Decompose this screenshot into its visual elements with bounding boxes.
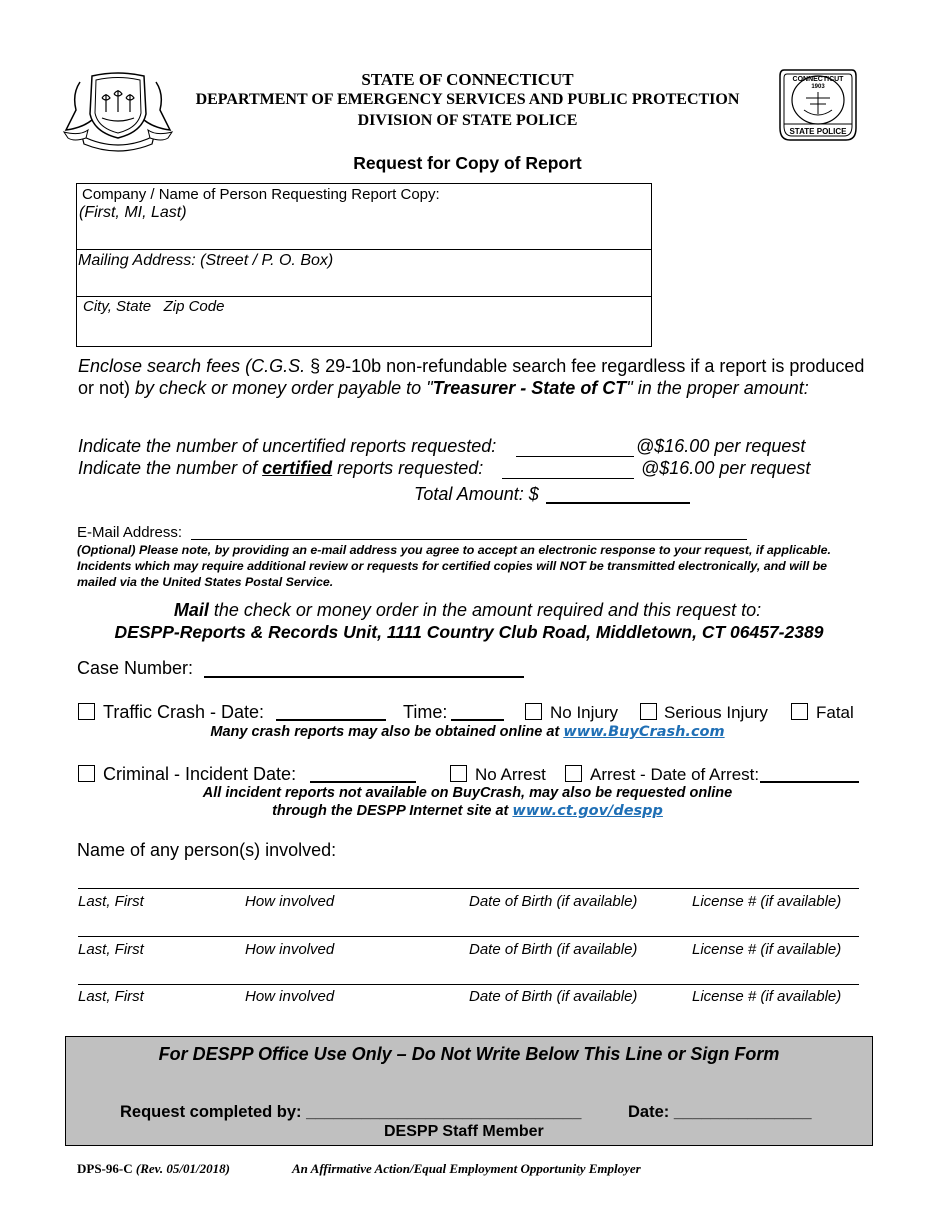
certified-label [78, 458, 483, 479]
office-use-title: For DESPP Office Use Only – Do Not Write Below This Line or Sign Form [158, 1044, 780, 1064]
person-2-last-first: Last, First [78, 941, 144, 958]
arrest-label: Arrest - Date of Arrest: [590, 765, 760, 784]
traffic-crash-checkbox[interactable] [78, 703, 95, 720]
header-line-division: DIVISION OF STATE POLICE [357, 112, 578, 129]
traffic-time-field[interactable] [451, 719, 504, 721]
form-revision: (Rev. 05/01/2018) [132, 1161, 230, 1176]
fatal-label: Fatal [816, 703, 854, 722]
badge-bottom-text: STATE POLICE [789, 127, 847, 136]
total-amount-field[interactable] [546, 502, 690, 504]
traffic-date-field[interactable] [276, 719, 386, 721]
person-2-how-involved: How involved [245, 941, 335, 958]
person-1-license: License # (if available) [692, 893, 842, 910]
persons-heading: Name of any person(s) involved: [77, 840, 337, 860]
fees-text-3: by check or money order payable to " [130, 377, 433, 398]
requester-name-box[interactable] [76, 183, 652, 250]
badge-year-text: 1903 [811, 84, 825, 90]
state-police-badge-logo [776, 66, 860, 144]
fees-paragraph [78, 356, 868, 399]
fees-text-5: " in the proper amount: [626, 377, 809, 398]
person-2-license: License # (if available) [692, 941, 842, 958]
person-row-1-line[interactable] [78, 888, 859, 889]
despp-staff-member: DESPP Staff Member [384, 1123, 544, 1140]
person-3-dob: Date of Birth (if available) [469, 988, 638, 1005]
mailing-address-label: Mailing Address: (Street / P. O. Box) [78, 252, 334, 269]
no-arrest-checkbox[interactable] [450, 765, 467, 782]
incident-note-line1: All incident reports not available on BuyCrash, may also be requested online [202, 785, 733, 801]
incident-note-line2 [0, 803, 935, 819]
mail-instruction-text: the check or money order in the amount required and this request to: [208, 600, 762, 620]
fees-text-2: § 29-10b non-refundable search fee regardless if a report is produced or not) [78, 356, 865, 398]
arrest-checkbox[interactable] [565, 765, 582, 782]
uncertified-label: Indicate the number of uncertified reports requested: [78, 436, 497, 456]
no-injury-label: No Injury [550, 703, 619, 722]
mail-address: DESPP-Reports & Records Unit, 1111 Country Club Road, Middletown, CT 06457-2389 [114, 622, 824, 642]
case-number-field[interactable] [204, 676, 524, 678]
serious-injury-label: Serious Injury [664, 703, 768, 722]
fatal-checkbox[interactable] [791, 703, 808, 720]
no-arrest-label: No Arrest [475, 765, 546, 784]
certified-price: @$16.00 per request [641, 458, 811, 478]
person-1-how-involved: How involved [245, 893, 335, 910]
incident-note-line2-text: through the DESPP Internet site at [272, 803, 513, 819]
mailing-address-box[interactable] [76, 249, 652, 297]
serious-injury-checkbox[interactable] [640, 703, 657, 720]
requester-name-sublabel: (First, MI, Last) [79, 204, 187, 221]
person-2-dob: Date of Birth (if available) [469, 941, 638, 958]
total-amount-label: Total Amount: $ [414, 484, 539, 504]
fees-text-1: Enclose search fees (C.G.S. [78, 356, 306, 376]
person-1-last-first: Last, First [78, 893, 144, 910]
certified-label-pre: Indicate the number of [78, 458, 263, 478]
request-completed-by: Request completed by: ______________________________ [120, 1103, 582, 1121]
city-state-zip-box[interactable] [76, 296, 652, 347]
footer-form-number [77, 1161, 230, 1177]
fees-payee: Treasurer - State of CT [432, 377, 627, 398]
badge-top-text: CONNECTICUT [792, 76, 844, 83]
certified-word: certified [262, 458, 333, 478]
person-row-2-line[interactable] [78, 936, 859, 937]
email-label: E-Mail Address: [77, 524, 183, 541]
buycrash-note [0, 724, 935, 740]
header-line-department: DEPARTMENT OF EMERGENCY SERVICES AND PUBLIC PROTECTION [195, 91, 740, 108]
person-1-dob: Date of Birth (if available) [469, 893, 638, 910]
criminal-label: Criminal - Incident Date: [103, 764, 297, 784]
requester-name-label: Company / Name of Person Requesting Report Copy: [82, 186, 440, 203]
case-number-label: Case Number: [77, 658, 194, 678]
traffic-time-label: Time: [403, 702, 448, 722]
certified-count-field[interactable] [502, 478, 634, 479]
no-injury-checkbox[interactable] [525, 703, 542, 720]
city-state-zip-label: City, State Zip Code [83, 298, 225, 315]
traffic-crash-label: Traffic Crash - Date: [103, 702, 265, 722]
person-row-3-line[interactable] [78, 984, 859, 985]
mail-instruction [0, 600, 935, 621]
criminal-date-field[interactable] [310, 781, 416, 783]
person-3-how-involved: How involved [245, 988, 335, 1005]
criminal-checkbox[interactable] [78, 765, 95, 782]
uncertified-count-field[interactable] [516, 456, 634, 457]
uncertified-price: @$16.00 per request [636, 436, 806, 456]
buycrash-note-text: Many crash reports may also be obtained online at [210, 724, 564, 740]
email-field[interactable] [191, 539, 747, 540]
email-note: (Optional) Please note, by providing an e-mail address you agree to accept an electronic response to your request, if applicable. Incidents which may require additional review or requests for certified copies will NOT be transmitted electronically, and will be mailed via the United States Postal Service. [77, 543, 831, 589]
office-date: Date: _______________ [628, 1103, 812, 1121]
buycrash-link[interactable]: www.BuyCrash.com [563, 724, 725, 740]
despp-link[interactable]: www.ct.gov/despp [512, 803, 663, 819]
form-number: DPS-96-C [77, 1161, 133, 1176]
certified-label-post: reports requested: [332, 458, 484, 478]
office-use-panel [65, 1036, 873, 1146]
mail-word: Mail [173, 600, 209, 620]
person-3-last-first: Last, First [78, 988, 144, 1005]
arrest-date-field[interactable] [760, 781, 859, 783]
form-title: Request for Copy of Report [353, 153, 582, 173]
header-line-state: STATE OF CONNECTICUT [361, 70, 574, 89]
footer-eeo: An Affirmative Action/Equal Employment Opportunity Employer [292, 1161, 641, 1176]
person-3-license: License # (if available) [692, 988, 842, 1005]
